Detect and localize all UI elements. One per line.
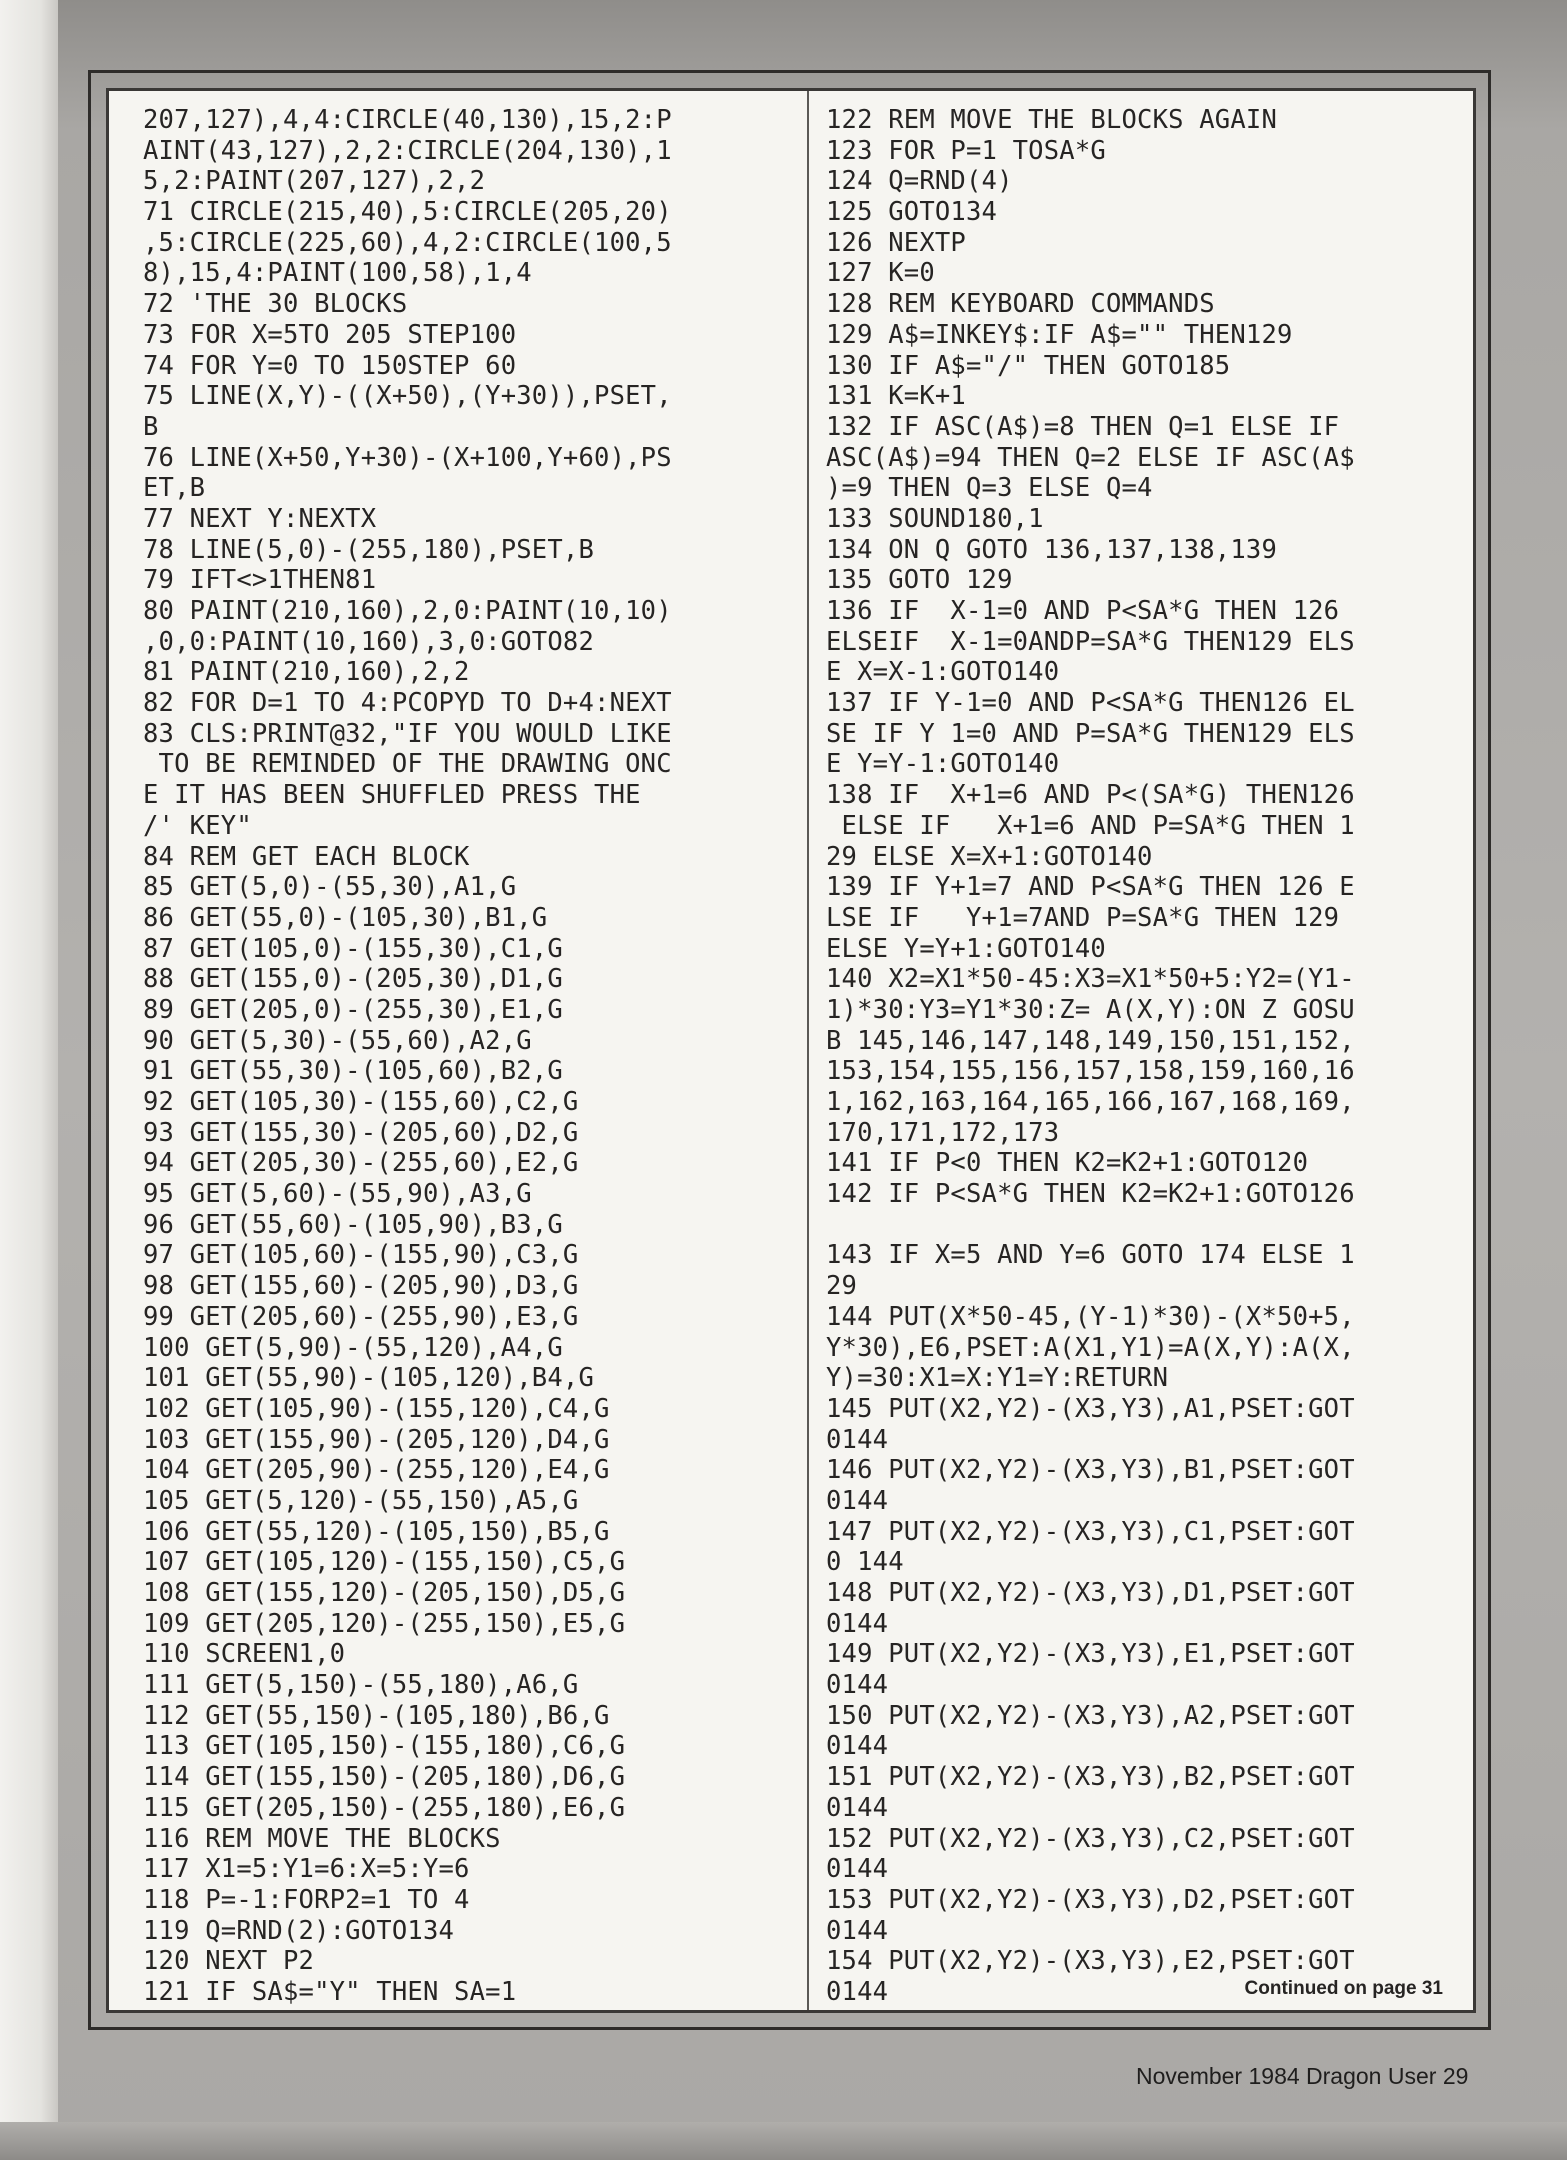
code-line: 154 PUT(X2,Y2)-(X3,Y3),E2,PSET:GOT — [826, 1946, 1355, 1977]
code-line: E Y=Y-1:GOTO140 — [826, 749, 1060, 780]
code-line: 97 GET(105,60)-(155,90),C3,G — [143, 1240, 579, 1271]
code-line: 106 GET(55,120)-(105,150),B5,G — [143, 1516, 610, 1547]
code-line: ELSEIF X-1=0ANDP=SA*G THEN129 ELS — [826, 626, 1355, 657]
code-line: 0144 — [826, 1485, 889, 1516]
code-line: 111 GET(5,150)-(55,180),A6,G — [143, 1670, 579, 1701]
code-line: 120 NEXT P2 — [143, 1946, 315, 1977]
page-footer — [1136, 2063, 1468, 2090]
code-line: 150 PUT(X2,Y2)-(X3,Y3),A2,PSET:GOT — [826, 1700, 1355, 1731]
code-line: 94 GET(205,30)-(255,60),E2,G — [143, 1148, 579, 1179]
code-line: 82 FOR D=1 TO 4:PCOPYD TO D+4:NEXT — [143, 688, 672, 719]
code-line: ASC(A$)=94 THEN Q=2 ELSE IF ASC(A$ — [826, 442, 1355, 473]
code-line: 105 GET(5,120)-(55,150),A5,G — [143, 1485, 579, 1516]
code-line: 119 Q=RND(2):GOTO134 — [143, 1915, 455, 1946]
code-line: 118 P=-1:FORP2=1 TO 4 — [143, 1884, 470, 1915]
code-line: 98 GET(155,60)-(205,90),D3,G — [143, 1271, 579, 1302]
code-line: 80 PAINT(210,160),2,0:PAINT(10,10) — [143, 596, 672, 626]
code-line: 144 PUT(X*50-45,(Y-1)*30)-(X*50+5, — [826, 1301, 1355, 1332]
code-line: Y)=30:X1=X:Y1=Y:RETURN — [826, 1363, 1169, 1394]
listing-column-left — [143, 105, 672, 2008]
code-line: 74 FOR Y=0 TO 150STEP 60 — [143, 350, 517, 381]
code-line: 151 PUT(X2,Y2)-(X3,Y3),B2,PSET:GOT — [826, 1762, 1355, 1793]
code-line: 83 CLS:PRINT@32,"IF YOU WOULD LIKE — [143, 718, 672, 749]
code-line: 102 GET(105,90)-(155,120),C4,G — [143, 1393, 610, 1424]
code-line: 145 PUT(X2,Y2)-(X3,Y3),A1,PSET:GOT — [826, 1393, 1355, 1424]
code-line: 101 GET(55,90)-(105,120),B4,G — [143, 1363, 595, 1394]
code-line: 153,154,155,156,157,158,159,160,16 — [826, 1056, 1355, 1087]
code-line: 127 K=0 — [826, 258, 935, 289]
code-line: 126 NEXTP — [826, 227, 966, 258]
code-line: 114 GET(155,150)-(205,180),D6,G — [143, 1762, 626, 1793]
code-line: 170,171,172,173 — [826, 1117, 1060, 1148]
code-line: 207,127),4,4:CIRCLE(40,130),15,2:P — [143, 105, 672, 135]
scan-bottom-edge — [0, 2122, 1567, 2160]
code-line: 78 LINE(5,0)-(255,180),PSET,B — [143, 534, 595, 565]
code-line: 0144 — [826, 1915, 889, 1946]
code-line: 131 K=K+1 — [826, 381, 966, 412]
code-line: 72 'THE 30 BLOCKS — [143, 289, 408, 320]
code-line: 79 IFT<>1THEN81 — [143, 565, 377, 596]
code-line: 99 GET(205,60)-(255,90),E3,G — [143, 1301, 579, 1332]
footer-issue: November 1984 Dragon User — [1136, 2063, 1437, 2089]
code-line: B — [143, 411, 159, 442]
code-line: 121 IF SA$="Y" THEN SA=1 — [143, 1976, 517, 2007]
code-line: 117 X1=5:Y1=6:X=5:Y=6 — [143, 1854, 470, 1885]
code-line: 132 IF ASC(A$)=8 THEN Q=1 ELSE IF — [826, 411, 1340, 442]
code-line: 140 X2=X1*50-45:X3=X1*50+5:Y2=(Y1- — [826, 964, 1355, 995]
code-line: 89 GET(205,0)-(255,30),E1,G — [143, 994, 563, 1025]
code-line: 153 PUT(X2,Y2)-(X3,Y3),D2,PSET:GOT — [826, 1884, 1355, 1915]
code-line: 123 FOR P=1 TOSA*G — [826, 135, 1106, 166]
code-line: ,5:CIRCLE(225,60),4,2:CIRCLE(100,5 — [143, 227, 672, 258]
code-line: 0144 — [826, 1976, 889, 2007]
code-line: 104 GET(205,90)-(255,120),E4,G — [143, 1455, 610, 1486]
code-line: 88 GET(155,0)-(205,30),D1,G — [143, 964, 563, 995]
code-line: /' KEY" — [143, 810, 252, 841]
code-line: 122 REM MOVE THE BLOCKS AGAIN — [826, 105, 1278, 135]
code-line: 147 PUT(X2,Y2)-(X3,Y3),C1,PSET:GOT — [826, 1516, 1355, 1547]
code-line: ET,B — [143, 473, 206, 504]
code-line: 0144 — [826, 1731, 889, 1762]
code-line: TO BE REMINDED OF THE DRAWING ONC — [143, 749, 672, 780]
code-line: 149 PUT(X2,Y2)-(X3,Y3),E1,PSET:GOT — [826, 1639, 1355, 1670]
code-line: 92 GET(105,30)-(155,60),C2,G — [143, 1087, 579, 1117]
code-line: 112 GET(55,150)-(105,180),B6,G — [143, 1700, 610, 1731]
code-line: B 145,146,147,148,149,150,151,152, — [826, 1025, 1355, 1056]
code-line: 116 REM MOVE THE BLOCKS — [143, 1823, 501, 1854]
page-edge-strip — [0, 0, 58, 2160]
code-line: 152 PUT(X2,Y2)-(X3,Y3),C2,PSET:GOT — [826, 1823, 1355, 1854]
code-line: 138 IF X+1=6 AND P<(SA*G) THEN126 — [826, 780, 1355, 811]
code-line: 75 LINE(X,Y)-((X+50),(Y+30)),PSET, — [143, 381, 672, 412]
code-line: 0144 — [826, 1854, 889, 1885]
code-line: 110 SCREEN1,0 — [143, 1639, 346, 1670]
code-line: 124 Q=RND(4) — [826, 166, 1013, 197]
code-line: 85 GET(5,0)-(55,30),A1,G — [143, 872, 517, 903]
code-line: ELSE Y=Y+1:GOTO140 — [826, 933, 1106, 964]
code-line: 137 IF Y-1=0 AND P<SA*G THEN126 EL — [826, 688, 1355, 719]
code-line: 135 GOTO 129 — [826, 565, 1013, 596]
code-line: 130 IF A$="/" THEN GOTO185 — [826, 350, 1231, 381]
code-line: 146 PUT(X2,Y2)-(X3,Y3),B1,PSET:GOT — [826, 1455, 1355, 1486]
column-divider — [807, 91, 809, 2010]
code-line: 86 GET(55,0)-(105,30),B1,G — [143, 902, 548, 933]
code-line: 134 ON Q GOTO 136,137,138,139 — [826, 534, 1278, 565]
code-line: 0144 — [826, 1608, 889, 1639]
code-line: 107 GET(105,120)-(155,150),C5,G — [143, 1547, 626, 1578]
code-line: 125 GOTO134 — [826, 197, 998, 228]
code-line: E X=X-1:GOTO140 — [826, 657, 1060, 688]
code-line: 115 GET(205,150)-(255,180),E6,G — [143, 1792, 626, 1823]
code-line: 0 144 — [826, 1547, 904, 1578]
code-line: 71 CIRCLE(215,40),5:CIRCLE(205,20) — [143, 197, 672, 228]
code-line: 84 REM GET EACH BLOCK — [143, 841, 470, 872]
code-line: 0144 — [826, 1792, 889, 1823]
code-line: 139 IF Y+1=7 AND P<SA*G THEN 126 E — [826, 872, 1355, 903]
program-listing — [106, 88, 1476, 2013]
code-line: 73 FOR X=5TO 205 STEP100 — [143, 319, 517, 350]
continued-note: Continued on page 31 — [1244, 1978, 1443, 1999]
code-line: Y*30),E6,PSET:A(X1,Y1)=A(X,Y):A(X, — [826, 1332, 1355, 1363]
code-line: 142 IF P<SA*G THEN K2=K2+1:GOTO126 — [826, 1179, 1355, 1210]
code-line: 90 GET(5,30)-(55,60),A2,G — [143, 1025, 532, 1056]
code-line: 8),15,4:PAINT(100,58),1,4 — [143, 258, 532, 289]
code-line: 103 GET(155,90)-(205,120),D4,G — [143, 1424, 610, 1455]
code-line — [826, 1210, 1355, 1241]
code-line: E IT HAS BEEN SHUFFLED PRESS THE — [143, 780, 641, 811]
code-line: 96 GET(55,60)-(105,90),B3,G — [143, 1209, 563, 1240]
code-line: 1)*30:Y3=Y1*30:Z= A(X,Y):ON Z GOSU — [826, 994, 1355, 1025]
code-line: 76 LINE(X+50,Y+30)-(X+100,Y+60),PS — [143, 442, 672, 473]
footer-page-number: 29 — [1442, 2063, 1469, 2089]
code-line: 0144 — [826, 1670, 889, 1701]
code-line: 91 GET(55,30)-(105,60),B2,G — [143, 1056, 563, 1087]
code-line: 136 IF X-1=0 AND P<SA*G THEN 126 — [826, 596, 1340, 626]
code-line: LSE IF Y+1=7AND P=SA*G THEN 129 — [826, 902, 1340, 933]
code-line: 100 GET(5,90)-(55,120),A4,G — [143, 1332, 563, 1363]
code-line: 133 SOUND180,1 — [826, 503, 1044, 534]
code-line: 109 GET(205,120)-(255,150),E5,G — [143, 1608, 626, 1639]
code-line: 108 GET(155,120)-(205,150),D5,G — [143, 1578, 626, 1608]
code-line: 77 NEXT Y:NEXTX — [143, 503, 377, 534]
code-line: 128 REM KEYBOARD COMMANDS — [826, 289, 1215, 320]
code-line: 87 GET(105,0)-(155,30),C1,G — [143, 933, 563, 964]
code-line: 113 GET(105,150)-(155,180),C6,G — [143, 1731, 626, 1762]
code-line: 29 — [826, 1271, 858, 1302]
code-line: 0144 — [826, 1424, 889, 1455]
code-line: 143 IF X=5 AND Y=6 GOTO 174 ELSE 1 — [826, 1240, 1355, 1271]
code-line: 95 GET(5,60)-(55,90),A3,G — [143, 1179, 532, 1210]
code-line: ,0,0:PAINT(10,160),3,0:GOTO82 — [143, 626, 595, 657]
code-line: 29 ELSE X=X+1:GOTO140 — [826, 841, 1153, 872]
code-line: 148 PUT(X2,Y2)-(X3,Y3),D1,PSET:GOT — [826, 1578, 1355, 1608]
code-line: 129 A$=INKEY$:IF A$="" THEN129 — [826, 319, 1293, 350]
code-line: 141 IF P<0 THEN K2=K2+1:GOTO120 — [826, 1148, 1309, 1179]
code-line: )=9 THEN Q=3 ELSE Q=4 — [826, 473, 1153, 504]
code-line: AINT(43,127),2,2:CIRCLE(204,130),1 — [143, 135, 672, 166]
code-line: ELSE IF X+1=6 AND P=SA*G THEN 1 — [826, 810, 1355, 841]
code-line: SE IF Y 1=0 AND P=SA*G THEN129 ELS — [826, 718, 1355, 749]
listing-column-right — [826, 105, 1355, 2008]
code-line: 93 GET(155,30)-(205,60),D2,G — [143, 1117, 579, 1148]
code-line: 1,162,163,164,165,166,167,168,169, — [826, 1087, 1355, 1117]
code-line: 81 PAINT(210,160),2,2 — [143, 657, 470, 688]
code-line: 5,2:PAINT(207,127),2,2 — [143, 166, 486, 197]
